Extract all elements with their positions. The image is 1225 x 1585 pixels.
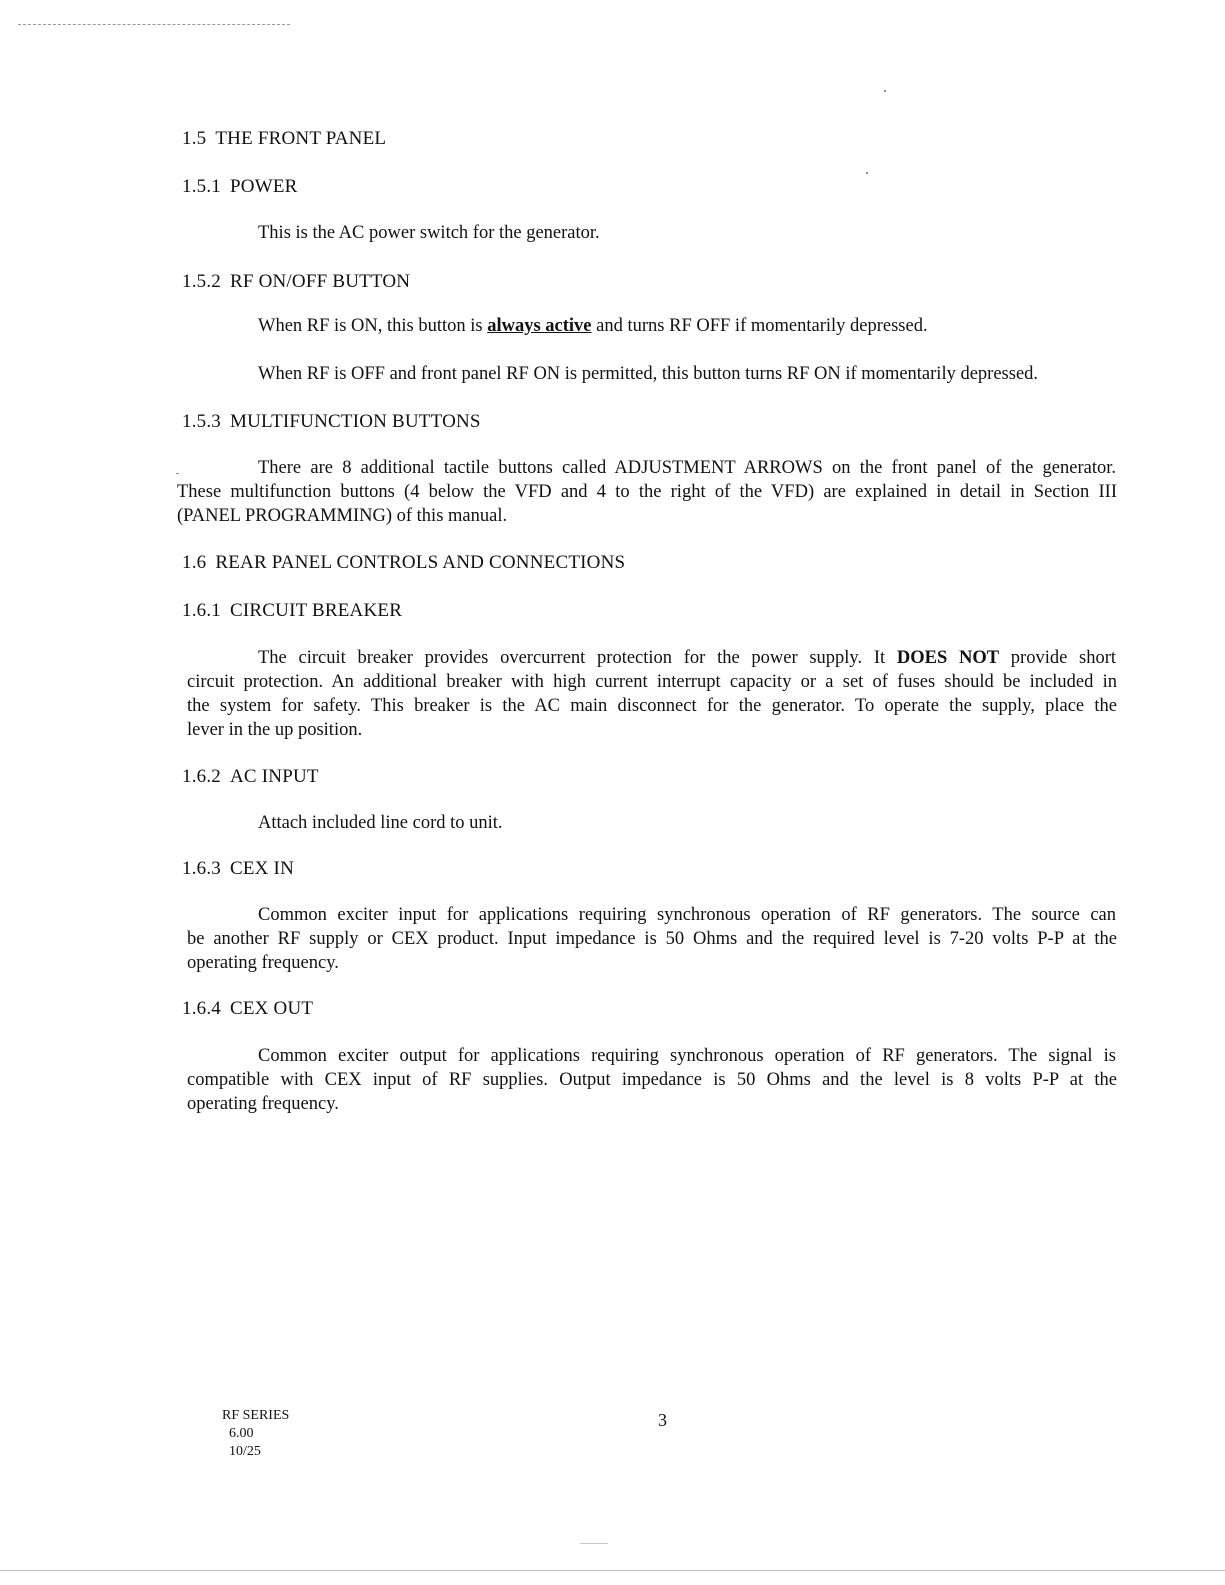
breaker-text-start: The circuit breaker provides overcurrent protection for the power supply. It	[258, 648, 897, 668]
page-number: 3	[658, 1410, 667, 1430]
section-number: 1.5	[182, 128, 207, 149]
section-number: 1.5.1	[182, 176, 221, 197]
scan-speck	[580, 1543, 608, 1544]
section-title: CEX OUT	[230, 998, 314, 1019]
rf-on-text-end: and turns RF OFF if momentarily depressed.	[591, 316, 928, 336]
cex-in-line-1: Common exciter input for applications requiring synchronous operation of RF generators. The source can	[258, 905, 1116, 925]
footer-date: 10/25	[229, 1444, 261, 1459]
cex-out-line-1: Common exciter output for applications requiring synchronous operation of RF generators. The signal is	[258, 1046, 1116, 1066]
multifunction-line-2: These multifunction buttons (4 below the VFD and 4 to the right of the VFD) are explained in detail in Section III	[177, 482, 1117, 502]
section-heading-1-5-2	[182, 271, 410, 293]
section-title: POWER	[230, 176, 298, 197]
section-title: THE FRONT PANEL	[215, 128, 387, 149]
section-heading-1-6-1	[182, 600, 402, 622]
section-title: AC INPUT	[230, 766, 319, 787]
cex-in-line-3: operating frequency.	[187, 953, 339, 973]
footer-info	[222, 1407, 289, 1461]
section-heading-1-6-3	[182, 858, 294, 880]
does-not-emphasis: DOES NOT	[896, 648, 1000, 668]
ac-input-text: Attach included line cord to unit.	[258, 813, 503, 833]
section-number: 1.5.2	[182, 271, 221, 292]
breaker-text-end: provide short	[999, 648, 1117, 668]
section-heading-1-5-3	[182, 411, 481, 433]
always-active-emphasis: always active	[487, 316, 592, 336]
power-text: This is the AC power switch for the generator.	[258, 223, 600, 243]
breaker-line-1	[258, 648, 1116, 669]
multifunction-line-1: There are 8 additional tactile buttons called ADJUSTMENT ARROWS on the front panel of the generator.	[258, 458, 1116, 478]
section-number: 1.6.3	[182, 858, 221, 879]
breaker-line-2: circuit protection. An additional breaker with high current interrupt capacity or a set of fuses should be included in	[187, 672, 1117, 692]
section-heading-1-6	[182, 552, 625, 574]
scan-speck	[866, 172, 868, 174]
section-number: 1.6.4	[182, 998, 221, 1019]
cex-out-line-2: compatible with CEX input of RF supplies. Output impedance is 50 Ohms and the level is 8 volts P-P at the	[187, 1070, 1117, 1090]
section-title: CIRCUIT BREAKER	[230, 600, 403, 621]
bottom-rule	[0, 1570, 1225, 1571]
multifunction-line-3: (PANEL PROGRAMMING) of this manual.	[177, 506, 508, 526]
cex-in-line-2: be another RF supply or CEX product. Input impedance is 50 Ohms and the required level is 7-20 volts P-P at the	[187, 929, 1117, 949]
section-heading-1-6-4	[182, 998, 313, 1020]
section-title: REAR PANEL CONTROLS AND CONNECTIONS	[215, 552, 626, 573]
rf-off-paragraph: When RF is OFF and front panel RF ON is permitted, this button turns RF ON if momentarily depressed.	[258, 364, 1039, 384]
rf-on-text-start: When RF is ON, this button is	[258, 316, 488, 336]
section-heading-1-5-1	[182, 176, 298, 198]
section-title: CEX IN	[230, 858, 294, 879]
scan-speck	[884, 90, 886, 92]
breaker-line-4: lever in the up position.	[187, 720, 363, 740]
section-title: MULTIFUNCTION BUTTONS	[230, 411, 481, 432]
footer-series: RF SERIES	[222, 1408, 290, 1423]
section-number: 1.6.2	[182, 766, 221, 787]
section-heading-1-6-2	[182, 766, 319, 788]
footer-version: 6.00	[229, 1426, 254, 1441]
rf-on-paragraph	[258, 316, 928, 337]
top-dashed-rule	[18, 24, 290, 25]
section-title: RF ON/OFF BUTTON	[230, 271, 411, 292]
scan-speck	[176, 473, 179, 474]
cex-out-line-3: operating frequency.	[187, 1094, 339, 1114]
section-number: 1.5.3	[182, 411, 221, 432]
breaker-line-3: the system for safety. This breaker is the AC main disconnect for the generator. To operate the supply, place the	[187, 696, 1117, 716]
section-number: 1.6.1	[182, 600, 221, 621]
section-number: 1.6	[182, 552, 207, 573]
section-heading-1-5	[182, 128, 386, 150]
